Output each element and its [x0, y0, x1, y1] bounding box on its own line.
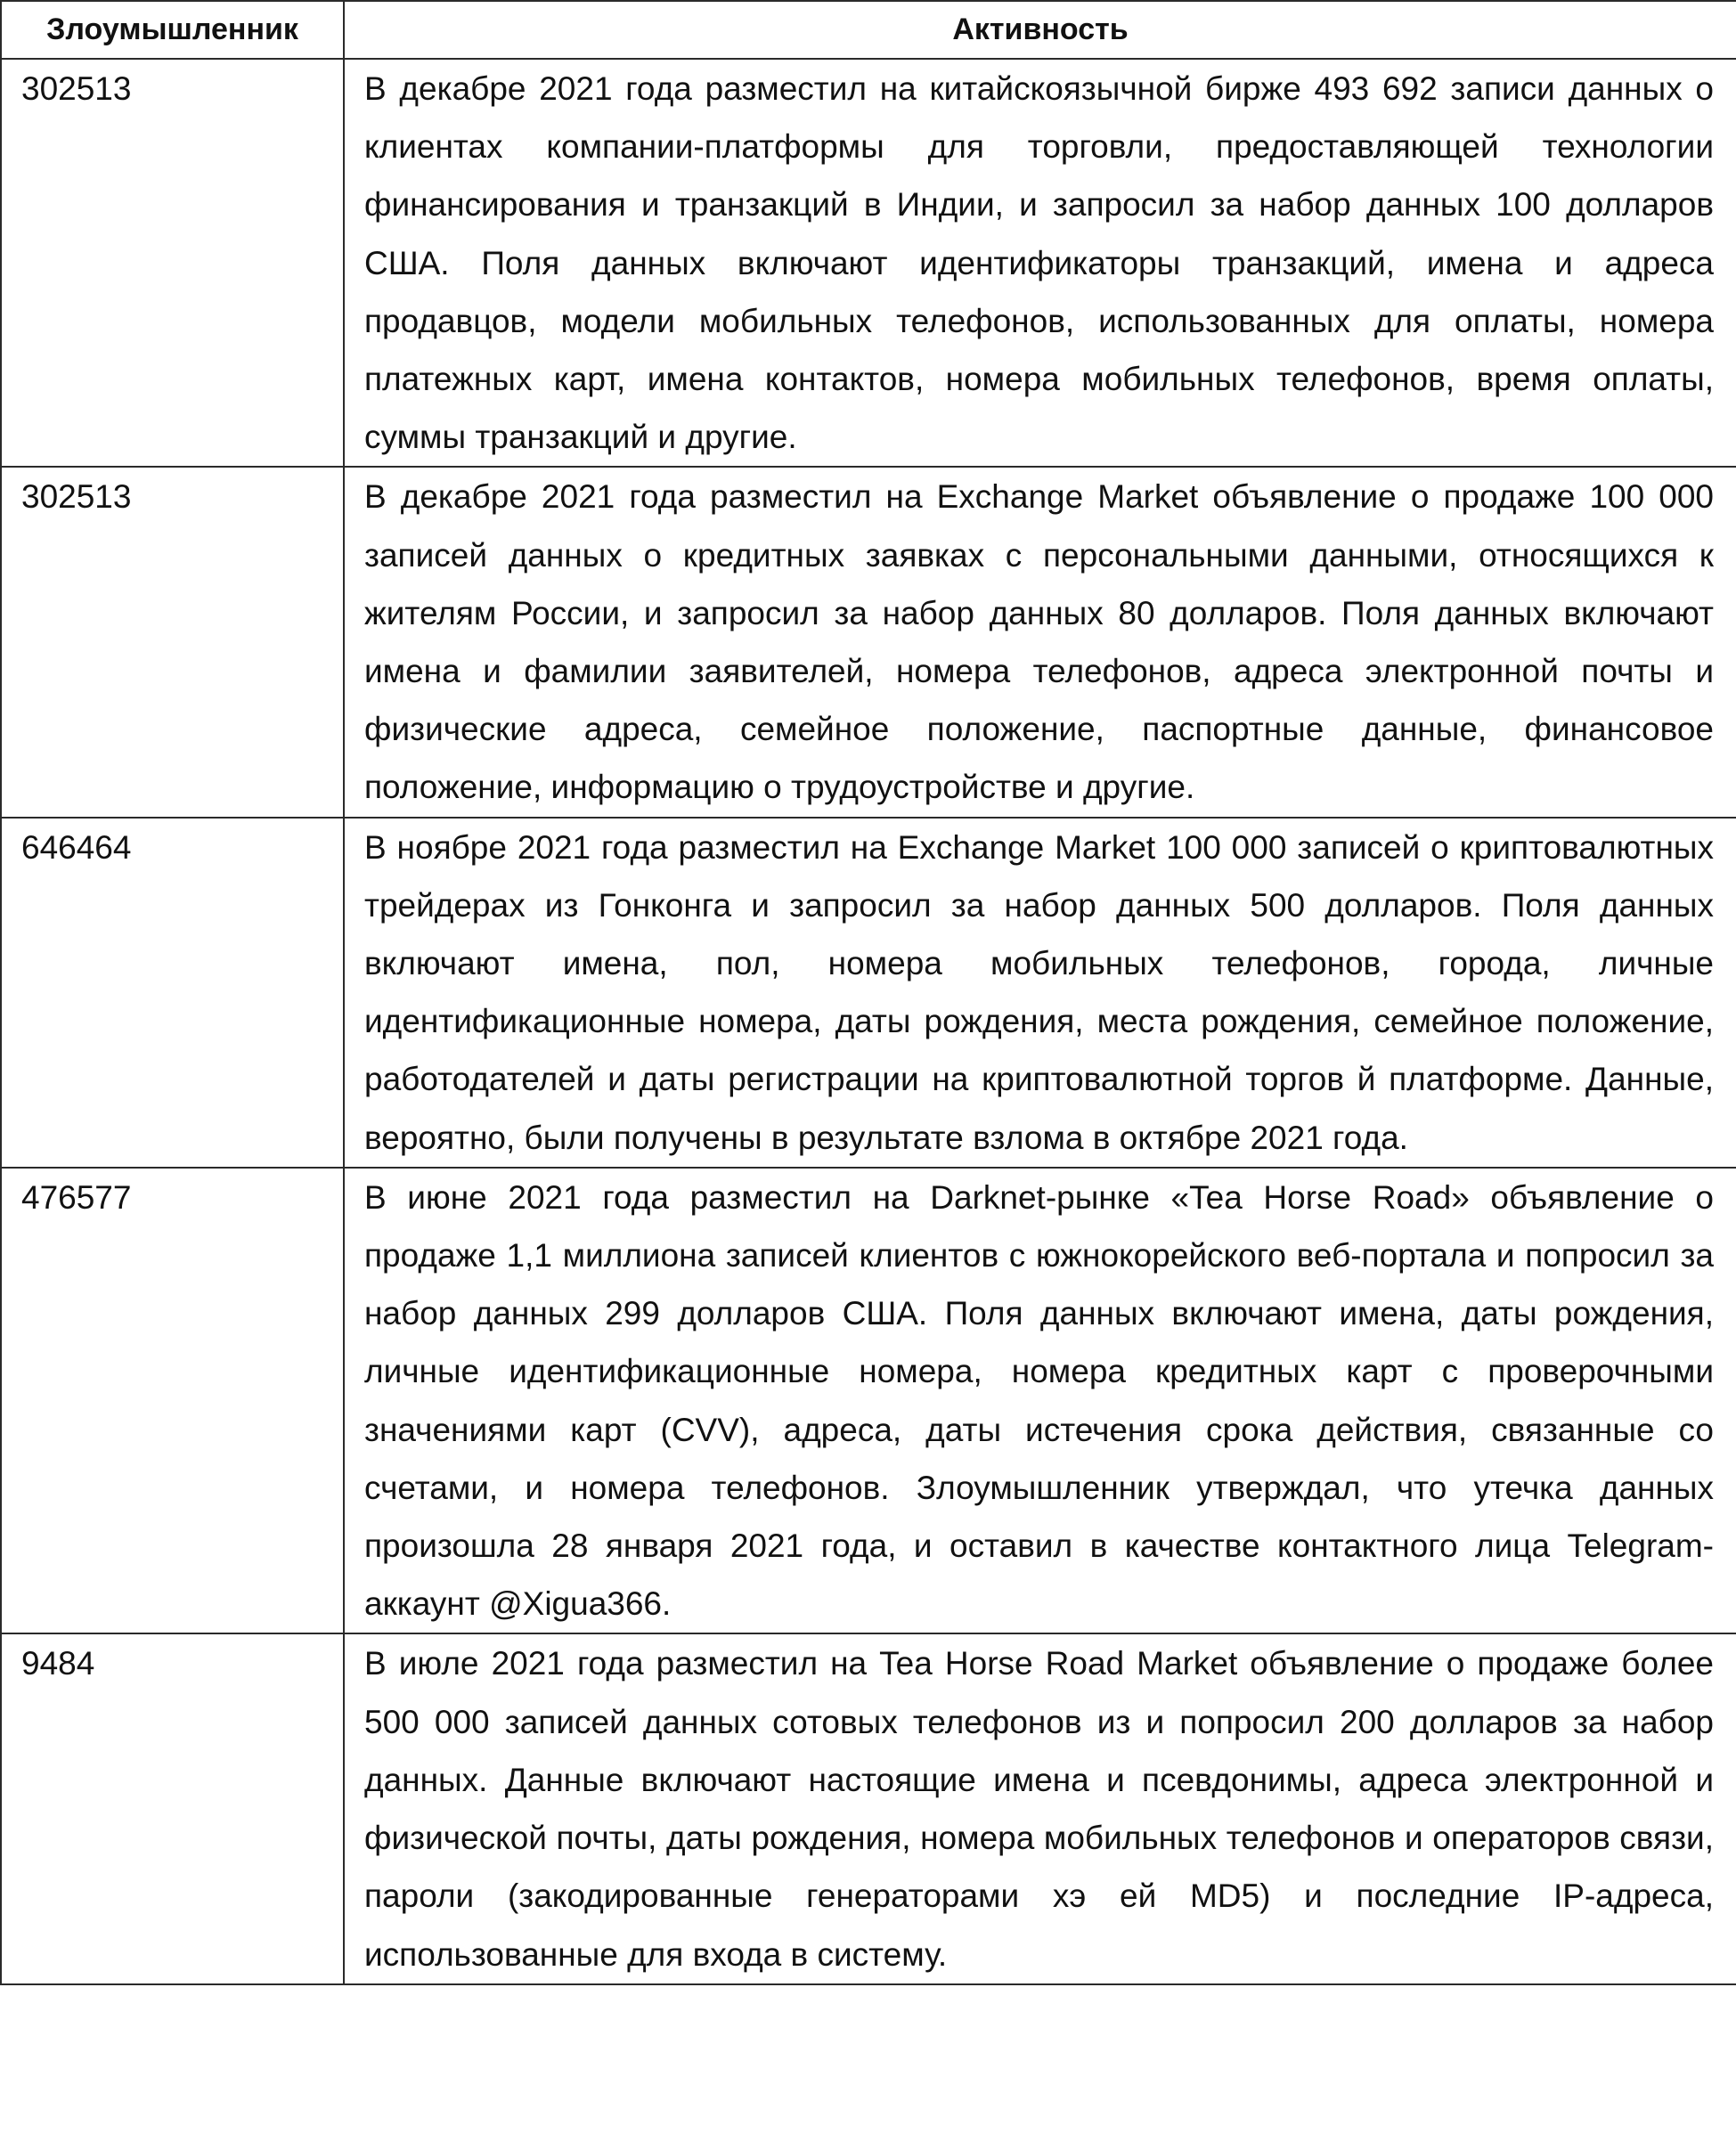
table-row [1, 467, 1736, 817]
actor-cell: 302513 [1, 467, 344, 817]
table-row [1, 1168, 1736, 1634]
table-row [1, 59, 1736, 467]
activity-cell: В декабре 2021 года разместил на китайскоязычной бирже 493 692 записи данных о клиентах компании-платформы для торговли, предоставляющей технологии финансирования и транзакций в Индии, и запросил за набор данных 100 долларов США. Поля данных включают идентификаторы транзакций, имена и адреса продавцов, модели мобильных телефонов, использованных для оплаты, номера платежных карт, имена контактов, номера мобильных телефонов, время оплаты, суммы транзакций и другие. [344, 59, 1736, 467]
activity-cell: В ноябре 2021 года разместил на Exchange Market 100 000 записей о криптовалютных трейдерах из Гонконга и запросил за набор данных 500 долларов. Поля данных включают имена, пол, номера мобильных телефонов, города, личные идентификационные номера, даты рождения, места рождения, семейное положение, работодателей и даты регистрации на криптовалютной торгов й платформе. Данные, вероятно, были получены в результате взлома в октябре 2021 года. [344, 818, 1736, 1168]
table-row [1, 1633, 1736, 1983]
activity-cell: В декабре 2021 года разместил на Exchange Market объявление о продаже 100 000 записей данных о кредитных заявках с персональными данными, относящихся к жителям России, и запросил за набор данных 80 долларов. Поля данных включают имена и фамилии заявителей, номера телефонов, адреса электронной почты и физические адреса, семейное положение, паспортные данные, финансовое положение, информацию о трудоустройстве и другие. [344, 467, 1736, 817]
actor-cell: 476577 [1, 1168, 344, 1634]
table-header-row [1, 1, 1736, 59]
actor-cell: 646464 [1, 818, 344, 1168]
actor-cell: 9484 [1, 1633, 344, 1983]
header-actor: Злоумышленник [1, 1, 344, 59]
activity-cell: В июне 2021 года разместил на Darknet-рынке «Tea Horse Road» объявление о продаже 1,1 миллиона записей клиентов с южнокорейского веб-портала и попросил за набор данных 299 долларов США. Поля данных включают имена, даты рождения, личные идентификационные номера, номера кредитных карт с проверочными значениями карт (CVV), адреса, даты истечения срока действия, связанные со счетами, и номера телефонов. Злоумышленник утверждал, что утечка данных произошла 28 января 2021 года, и оставил в качестве контактного лица Telegram-аккаунт @Xigua366. [344, 1168, 1736, 1634]
header-activity: Активность [344, 1, 1736, 59]
table-row [1, 818, 1736, 1168]
activity-cell: В июле 2021 года разместил на Tea Horse Road Market объявление о продаже более 500 000 записей данных сотовых телефонов из и попросил 200 долларов за набор данных. Данные включают настоящие имена и псевдонимы, адреса электронной и физической почты, даты рождения, номера мобильных телефонов и операторов связи, пароли (закодированные генераторами хэ ей MD5) и последние IP-адреса, использованные для входа в систему. [344, 1633, 1736, 1983]
actor-cell: 302513 [1, 59, 344, 467]
